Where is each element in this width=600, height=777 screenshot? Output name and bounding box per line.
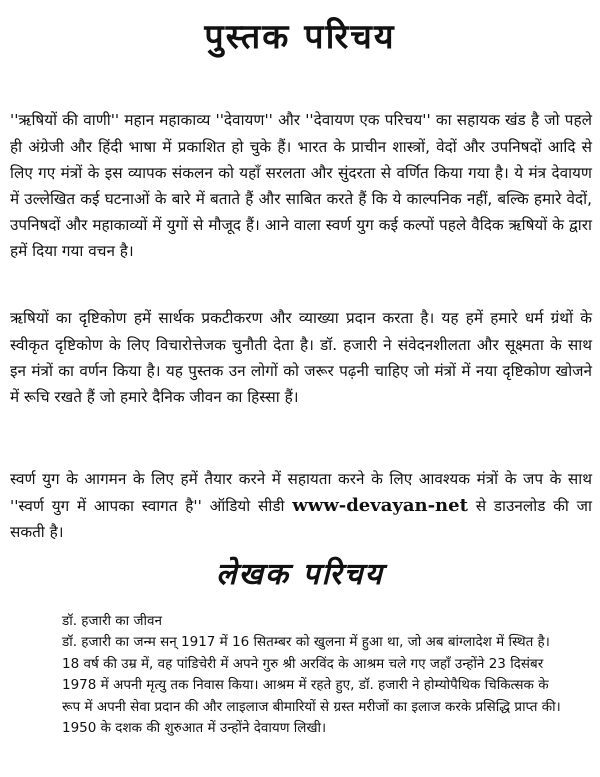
book-intro-paragraph-1: ''ऋषियों की वाणी'' महान महाकाव्य ''देवायण'' और ''देवायण एक परिचय'' का सहायक खंड है जो पहले ही अंग्रेजी और हिंदी भाषा में प्रकाशित हो चुके हैं। भारत के प्राचीन शास्त्रों, वेदों और उपनिषदों आदि से लिए गए मंत्रों के इस व्यापक संकलन को यहाँ सरलता और सुंदरता से वर्णित किया गया है। ये मंत्र देवायण में उल्लेखित कई घटनाओं के बारे में बताते हैं और साबित करते हैं कि ये काल्पनिक नहीं, बल्कि हमारे वेदों, उपनिषदों और महाकाव्यों में युगों से मौजूद हैं। आने वाला स्वर्ण युग कई कल्पों पहले वैदिक ऋषियों के द्वारा हमें दिया गया वचन है। — [10, 111, 592, 261]
author-intro-heading: लेखक परिचय — [216, 557, 384, 592]
website-link[interactable]: www-devayan-net — [292, 494, 468, 516]
paragraph-3-text: स्वर्ण युग के आगमन के लिए हमें तैयार करने में सहायता करने के लिए आवश्यक मंत्रों के जप के साथ ''स्वर्ण युग में आपका स्वागत है'' ऑडियो सीडी — [10, 470, 592, 515]
author-life-body: डॉ. हजारी का जन्म सन् 1917 में 16 सितम्बर को खुलना में हुआ था, जो अब बांग्लादेश में स्थित है। 18 वर्ष की उम्र में, वह पांडिचेरी में अपने गुरु श्री अरविंद के आश्रम चले गए जहाँ उन्होंने 23 दिसंबर 1978 में अपनी मृत्यु तक निवास किया। आश्रम में रहते हुए, डॉ. हजारी ने होम्योपैथिक चिकित्सक के रूप में अपनी सेवा प्रदान की और लाइलाज बीमारियों से ग्रस्त मरीजों का इलाज करके प्रसिद्धि प्राप्त की। 1950 के दशक की शुरुआत में उन्होंने देवायण लिखी। — [62, 634, 561, 736]
book-intro-heading: पुस्तक परिचय — [204, 17, 396, 57]
book-intro-paragraph-2: ऋषियों का दृष्टिकोण हमें सार्थक प्रकटीकरण और व्याख्या प्रदान करता है। यह हमें हमारे धर्म ग्रंथों के स्वीकृत दृष्टिकोण के लिए विचारोत्तेजक चुनौती देता है। डॉ. हजारी ने संवेदनशीलता और सूक्ष्मता के साथ इन मंत्रों का वर्णन किया है। यह पुस्तक उन लोगों को जरूर पढ़नी चाहिए जो मंत्रों में नया दृष्टिकोण खोजने में रूचि रखते हैं जो हमारे दैनिक जीवन का हिस्सा हैं। — [10, 309, 592, 406]
author-life-title: डॉ. हजारी का जीवन — [62, 613, 162, 629]
book-intro-paragraph-3 — [10, 466, 592, 545]
paragraph-3-tail: से डाउनलोड की जा सकती है। — [10, 496, 592, 541]
